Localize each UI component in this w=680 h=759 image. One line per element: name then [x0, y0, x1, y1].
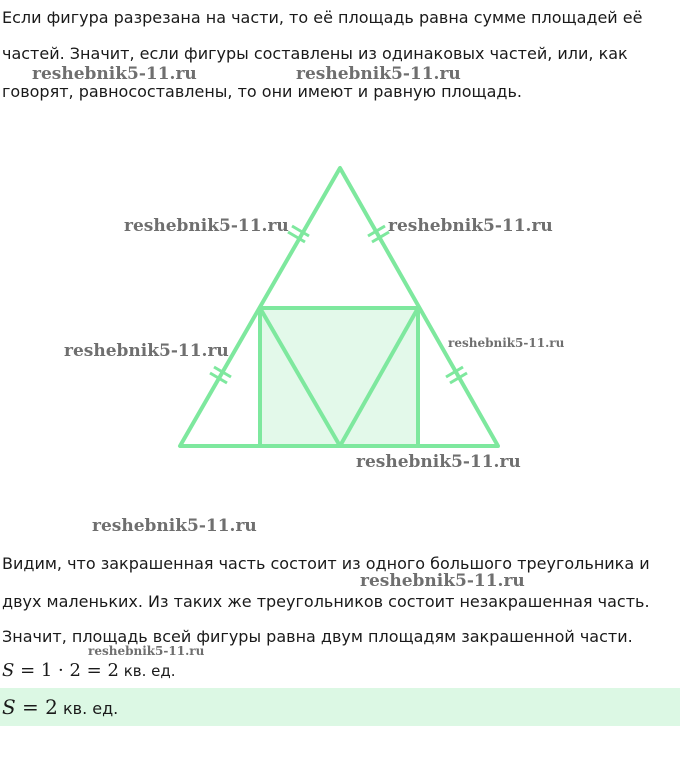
- watermark: reshebnik5-11.ru: [32, 64, 197, 84]
- answer-box: [0, 688, 680, 726]
- intro-line-3: говорят, равносоставлены, то они имеют и равную площадь.: [2, 82, 523, 101]
- formula-equation: = 1 · 2 = 2: [14, 660, 119, 681]
- shaded-square: [260, 308, 418, 446]
- intro-line-1: Если фигура разрезана на части, то её площадь равна сумме площадей её: [2, 8, 643, 27]
- watermark: reshebnik5-11.ru: [296, 64, 461, 84]
- watermark: reshebnik5-11.ru: [388, 216, 553, 236]
- answer-lhs: S: [2, 695, 16, 719]
- answer-equation: = 2: [15, 695, 58, 719]
- answer: [2, 696, 118, 720]
- formula-unit: кв. ед.: [118, 662, 176, 680]
- watermark: reshebnik5-11.ru: [356, 452, 521, 472]
- watermark: reshebnik5-11.ru: [448, 336, 565, 350]
- intro-line-2: частей. Значит, если фигуры составлены из одинаковых частей, или, как: [2, 44, 628, 63]
- formula-lhs: S: [2, 660, 15, 681]
- answer-unit: кв. ед.: [57, 699, 119, 718]
- explanation-line-3: Значит, площадь всей фигуры равна двум площадям закрашенной части.: [2, 627, 633, 646]
- watermark: reshebnik5-11.ru: [88, 644, 205, 658]
- formula: [2, 660, 176, 682]
- watermark: reshebnik5-11.ru: [92, 516, 257, 536]
- watermark: reshebnik5-11.ru: [124, 216, 289, 236]
- explanation-line-2: двух маленьких. Из таких же треугольников состоит незакрашенная часть.: [2, 592, 650, 611]
- triangle-figure: [170, 160, 510, 460]
- watermark: reshebnik5-11.ru: [360, 571, 525, 591]
- watermark: reshebnik5-11.ru: [64, 341, 229, 361]
- explanation-line-1: Видим, что закрашенная часть состоит из одного большого треугольника и: [2, 554, 650, 573]
